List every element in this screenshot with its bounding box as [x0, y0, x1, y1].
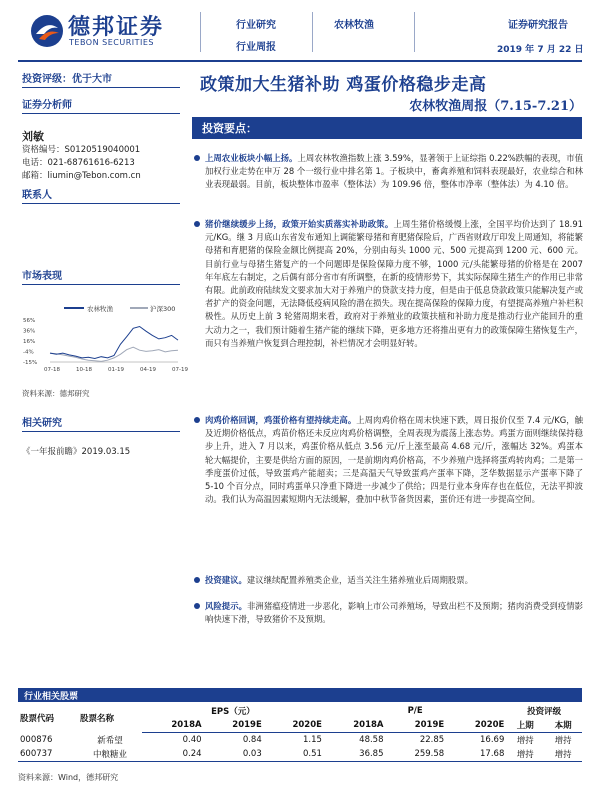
logo-english-name: TEBON SECURITIES	[69, 38, 154, 47]
logo-chinese-name: 德邦证券	[68, 14, 165, 40]
bullet-sector	[205, 152, 583, 192]
header-divider	[312, 12, 313, 52]
series-line	[50, 327, 178, 359]
x-tick-label: 01-19	[108, 367, 124, 373]
analyst-heading: 证券分析师	[22, 96, 180, 114]
related-section	[22, 414, 180, 459]
header-divider	[414, 12, 415, 52]
bullet-text: 上周农林牧渔指数上涨 3.59%，显著领于上证综指 0.22%跌幅的表现，市值加权行业走势在申万 28 个一级行业中排名第 1。子板块中，畜禽养殖和饲料表现最好，农业综合和林业表现最弱。目前，板块整体市盈率（整体法）为 109.96 倍，整体市净率（整体法）为 4.10 倍。	[205, 153, 583, 190]
col-pe-2019e: 2019E	[386, 718, 447, 733]
report-kind: 证券研究报告	[508, 20, 568, 31]
cell-pe: 16.69	[480, 735, 505, 745]
market-performance-chart	[22, 300, 188, 380]
y-tick-label: -4%	[23, 349, 34, 356]
report-subtitle: 农林牧渔周报（7.15-7.21）	[409, 99, 582, 114]
bullet-dot-icon	[194, 577, 200, 583]
cell-code: 600737	[18, 747, 78, 762]
contact-heading: 联系人	[22, 186, 180, 204]
table-header-row	[18, 704, 582, 718]
cell-name: 新希望	[97, 735, 123, 746]
col-code: 股票代码	[20, 714, 55, 725]
bullet-text: 上周肉鸡价格在周末快速下跌，周日报价仅至 7.4 元/KG，触及近期价格低点，鸡苗价格还未反应肉鸡价格调整，全周表现为震荡上涨态势。鸡蛋方面则继续保持稳步上升，进入 7 月以来，鸡蛋价格从低点 3.56 元/斤上涨至最高 4.68 元/斤，涨幅达 32%。鸡蛋本轮大幅提价，主要是供给方面的原因，一是前期肉鸡价格高，不少养殖户选择将蛋鸡转肉鸡；二是第一季度蛋价过低，导致蛋鸡产能超卖；三是高温天气导致蛋鸡产蛋率下降，芝华数据显示产蛋率下降了 5-10 个百分点，同时鸡蛋单只净重下降进一步减少了供给；四是行业本身库存也在低位，无法平抑波动。我们认为高温因素短期内无法缓解，叠加中秋节备货因素，蛋价还有进一步提高空间。	[205, 415, 584, 505]
stock-table-title: 行业相关股票	[24, 692, 79, 702]
bullet-lead: 上周农业板块小幅上扬。	[205, 153, 298, 163]
industry-label: 农林牧渔	[334, 20, 374, 31]
stock-table	[18, 704, 582, 762]
bullet-text: 建议继续配置养殖类企业，适当关注生猪养殖业后周期股票。	[246, 575, 473, 585]
bullet-lead: 肉鸡价格回调，鸡蛋价格有望持续走高。	[205, 415, 357, 425]
cell-eps: 0.51	[264, 747, 324, 762]
bullet-dot-icon	[194, 417, 200, 423]
report-type: 行业周报	[236, 42, 276, 53]
y-tick-label: 56%	[23, 318, 36, 324]
bullet-dot-icon	[194, 155, 200, 161]
cell-eps: 0.03	[204, 747, 264, 762]
cell-pe: 259.58	[386, 747, 447, 762]
bullet-lead: 投资建议。	[205, 575, 247, 585]
col-pe-2020e: 2020E	[446, 718, 506, 733]
x-tick-label: 04-19	[140, 367, 156, 373]
bullet-advice	[205, 574, 583, 587]
series-line	[50, 347, 178, 361]
cell-pe: 48.58	[359, 735, 384, 745]
col-rating-prev: 上期	[506, 718, 544, 733]
chart-source	[22, 388, 180, 399]
bullet-text: 上周生猪价格缓慢上涨，全国平均价达到了 18.91 元/KG。继 3 月底山东省发布通知上调能繁母猪和育肥猪保险后，广西省财政厅印发上周通知，将能繁母猪和育肥猪的保险金额比例提高 20%，分别由每头 1000 元、500 元提高到 1200 元、600 元。目前行业与母猪生猪复产的一个问题即是保险保障力度不够，1000 元/头能繁母猪的价格是在 2007 年年底左右制定，之后偶有部分省市有所调整，在新的疫情形势下，其实际保障生猪生产的作用已非常有限。此前政府陆续发文要求加大对于养殖户的贷款支持力度，但是由于低息贷款政策只能解决复产或者扩产的资金问题，无法降低疫病风险的潜在损失。现在提高保险的保障力度，有望提高养殖户补栏积极性。从历史上前 3 轮猪周期来看，政府对于养殖业的政策扶植和补助力度是推动行业产能回升的重大动力之一，我们预计随着生猪产能的继续下降，更多地方还将推出更有力的政策保障生猪恢复生产，而只有当养殖户恢复到合理控制，补栏情况才会明显好转。	[205, 219, 584, 348]
col-pe-2018a: 2018A	[324, 718, 386, 733]
cell-pe: 36.85	[324, 747, 386, 762]
legend-label-hs300: 沪深300	[150, 305, 176, 313]
market-heading: 市场表现	[22, 267, 180, 285]
bullet-dot-icon	[194, 603, 200, 609]
tebon-logo-icon	[30, 14, 64, 48]
investment-rating: 投资评级：优于大市	[22, 70, 180, 88]
y-tick-label: 16%	[23, 339, 36, 345]
legend-label-ag: 农林牧渔	[87, 305, 113, 313]
cell-rating-prev: 增持	[506, 747, 544, 762]
x-tick-label: 10-18	[76, 367, 92, 373]
table-row	[18, 747, 582, 762]
col-name: 股票名称	[80, 714, 115, 725]
bullet-hog	[205, 218, 583, 350]
cell-rating-curr: 增持	[554, 736, 572, 746]
col-eps-2020e: 2020E	[264, 718, 324, 733]
x-tick-label: 07-19	[172, 367, 188, 373]
report-date: 2019 年 7 月 22 日	[497, 45, 584, 55]
bullet-text: 非洲猪瘟疫情进一步恶化，影响上市公司养殖场，导致出栏不及预期；猪肉消费受到疫情影响快速下滑，导致猪价不及预期。	[205, 601, 584, 625]
bullet-risk	[205, 600, 583, 626]
rating-section	[22, 70, 180, 88]
header-rule	[18, 60, 582, 62]
key-points-bar	[192, 117, 582, 139]
y-tick-label: -15%	[23, 360, 38, 366]
analyst-license: 资格编号：S0120519040001	[22, 145, 141, 155]
cell-pe: 22.85	[419, 735, 445, 745]
col-rating-curr: 本期	[544, 718, 582, 733]
cell-eps: 0.84	[242, 735, 262, 745]
cell-eps: 0.40	[182, 735, 202, 745]
x-tick-label: 07-18	[44, 367, 60, 373]
bullet-poultry	[205, 414, 583, 506]
key-points-heading: 投资要点：	[202, 122, 257, 135]
report-title: 政策加大生猪补助 鸡蛋价格稳步走高	[200, 75, 487, 95]
report-header	[0, 0, 600, 60]
stock-table-header	[18, 688, 582, 702]
cell-name: 中粮糖业	[78, 747, 142, 762]
table-source: 资料来源：Wind，德邦研究	[18, 773, 119, 782]
cell-rating-prev: 增持	[516, 736, 534, 746]
cell-pe: 17.68	[446, 747, 506, 762]
col-eps: EPS（元）	[211, 707, 255, 717]
chart-source-text: 资料来源：德邦研究	[22, 389, 90, 398]
bullet-lead: 风险提示。	[205, 601, 248, 611]
col-eps-2019e: 2019E	[204, 718, 264, 733]
related-report-link[interactable]: 《一年报前瞻》2019.03.15	[22, 447, 131, 457]
col-pe: P/E	[407, 706, 423, 716]
analyst-email[interactable]: 邮箱：liumin@Tebon.com.cn	[22, 171, 141, 181]
col-eps-2018a: 2018A	[142, 718, 204, 733]
analyst-phone: 电话：021-68761616-6213	[22, 158, 135, 168]
bullet-dot-icon	[194, 221, 200, 227]
y-tick-label: 36%	[23, 328, 36, 335]
market-section	[22, 267, 180, 285]
analyst-name: 刘敏	[22, 130, 44, 143]
contact-section	[22, 186, 180, 204]
analyst-section	[22, 96, 180, 183]
col-rating: 投资评级	[527, 707, 562, 717]
table-row	[18, 733, 582, 748]
related-heading: 相关研究	[22, 414, 180, 432]
cell-rating-curr: 增持	[544, 747, 582, 762]
cell-eps: 0.24	[142, 747, 204, 762]
report-category: 行业研究	[236, 20, 276, 31]
cell-eps: 1.15	[302, 735, 322, 745]
cell-code: 000876	[20, 734, 53, 745]
header-divider	[200, 12, 201, 52]
bullet-lead: 猪价继续缓步上扬，政策开始实质落实补助政策。	[205, 219, 394, 229]
